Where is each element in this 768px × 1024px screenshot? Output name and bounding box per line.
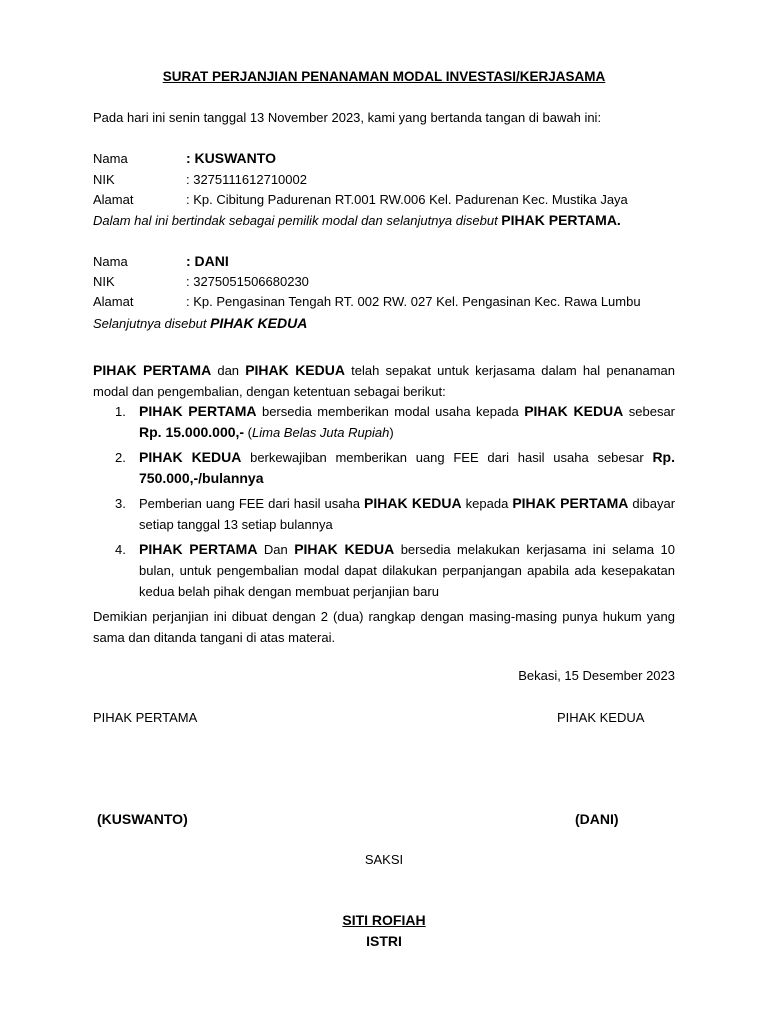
term-item [93, 493, 675, 535]
term-item [93, 539, 675, 602]
term-text: PIHAK KEDUA [294, 541, 395, 557]
party2-name-label: Nama [93, 254, 128, 269]
term-number: 2. [115, 450, 126, 465]
term-text: bersedia melakukan kerjasama ini selama 10 bulan, untuk pengembalian modal dapat dilakukan perpanjangan apabila ada kesepakatan kedua belah pihak dengan membuat perjanjian baru [139, 542, 675, 599]
party2-role-name: PIHAK KEDUA [210, 315, 308, 331]
party1-nik: : 3275111612710002 [186, 172, 307, 187]
witness-label: SAKSI [364, 852, 404, 867]
party1-role [93, 212, 621, 228]
party2-address-label: Alamat [93, 294, 134, 309]
term-item [93, 447, 675, 489]
term-text: Dan [257, 542, 295, 557]
sign-right-role: PIHAK KEDUA [557, 710, 645, 725]
term-text: PIHAK PERTAMA [512, 495, 629, 511]
party1-role-text: Dalam hal ini bertindak sebagai pemilik modal dan selanjutnya disebut [93, 213, 502, 228]
term-text: bersedia memberikan modal usaha kepada [256, 404, 525, 419]
terms-list [93, 401, 675, 606]
party2-address: : Kp. Pengasinan Tengah RT. 002 RW. 027 Kel. Pengasinan Kec. Rawa Lumbu [186, 294, 641, 309]
party1-role-name: PIHAK PERTAMA. [501, 212, 621, 228]
term-text: PIHAK PERTAMA [139, 541, 258, 557]
agreement-and: dan [211, 363, 246, 378]
term-text: ( [244, 425, 253, 440]
term-text: PIHAK KEDUA [139, 449, 242, 465]
agreement-party1: PIHAK PERTAMA [93, 362, 212, 378]
term-text: kepada [461, 496, 513, 511]
term-text: PIHAK KEDUA [524, 403, 624, 419]
party2-name: : DANI [186, 253, 229, 269]
party2-nik: : 3275051506680230 [186, 274, 309, 289]
party1-address: : Kp. Cibitung Padurenan RT.001 RW.006 Kel. Padurenan Kec. Mustika Jaya [186, 192, 628, 207]
party1-nik-label: NIK [93, 172, 115, 187]
term-text: PIHAK KEDUA [364, 495, 462, 511]
sign-left-name: (KUSWANTO) [97, 811, 188, 827]
term-text: Rp. 750.000,-/bulannya [139, 449, 675, 486]
party1-name-label: Nama [93, 151, 128, 166]
agreement-rest: telah sepakat untuk kerjasama dalam hal penanaman modal dan pengembalian, dengan ketentuan sebagai berikut: [93, 363, 675, 399]
witness-name: SITI ROFIAH [342, 912, 426, 928]
sign-left-role: PIHAK PERTAMA [93, 710, 198, 725]
term-text: PIHAK PERTAMA [139, 403, 257, 419]
term-text: Lima Belas Juta Rupiah [252, 425, 390, 440]
term-text: berkewajiban memberikan uang FEE dari hasil usaha sebesar [241, 450, 653, 465]
agreement-party2: PIHAK KEDUA [245, 362, 345, 378]
sign-right-name: (DANI) [575, 811, 619, 827]
term-number: 4. [115, 542, 126, 557]
term-text: Pemberian uang FEE dari hasil usaha [139, 496, 364, 511]
party1-address-label: Alamat [93, 192, 134, 207]
witness-relation: ISTRI [366, 933, 402, 949]
term-text: dibayar setiap tanggal 13 setiap bulannya [139, 496, 676, 532]
party2-role-text: Selanjutnya disebut [93, 316, 211, 331]
agreement-paragraph [93, 360, 675, 402]
document-title: SURAT PERJANJIAN PENANAMAN MODAL INVESTASI/KERJASAMA [162, 69, 606, 84]
place-date: Bekasi, 15 Desember 2023 [518, 668, 675, 683]
term-text: sebesar [623, 404, 675, 419]
term-item [93, 401, 675, 443]
party2-role [93, 315, 307, 331]
term-text: Rp. 15.000.000,- [139, 424, 245, 440]
term-number: 1. [115, 404, 126, 419]
term-text: ) [389, 425, 394, 440]
intro-text: Pada hari ini senin tanggal 13 November 2023, kami yang bertanda tangan di bawah ini: [93, 110, 602, 125]
term-number: 3. [115, 496, 126, 511]
closing-paragraph: Demikian perjanjian ini dibuat dengan 2 (dua) rangkap dengan masing-masing punya hukum yang sama dan ditanda tangani di atas materai. [93, 609, 675, 645]
party1-name: : KUSWANTO [186, 150, 276, 166]
party2-nik-label: NIK [93, 274, 115, 289]
